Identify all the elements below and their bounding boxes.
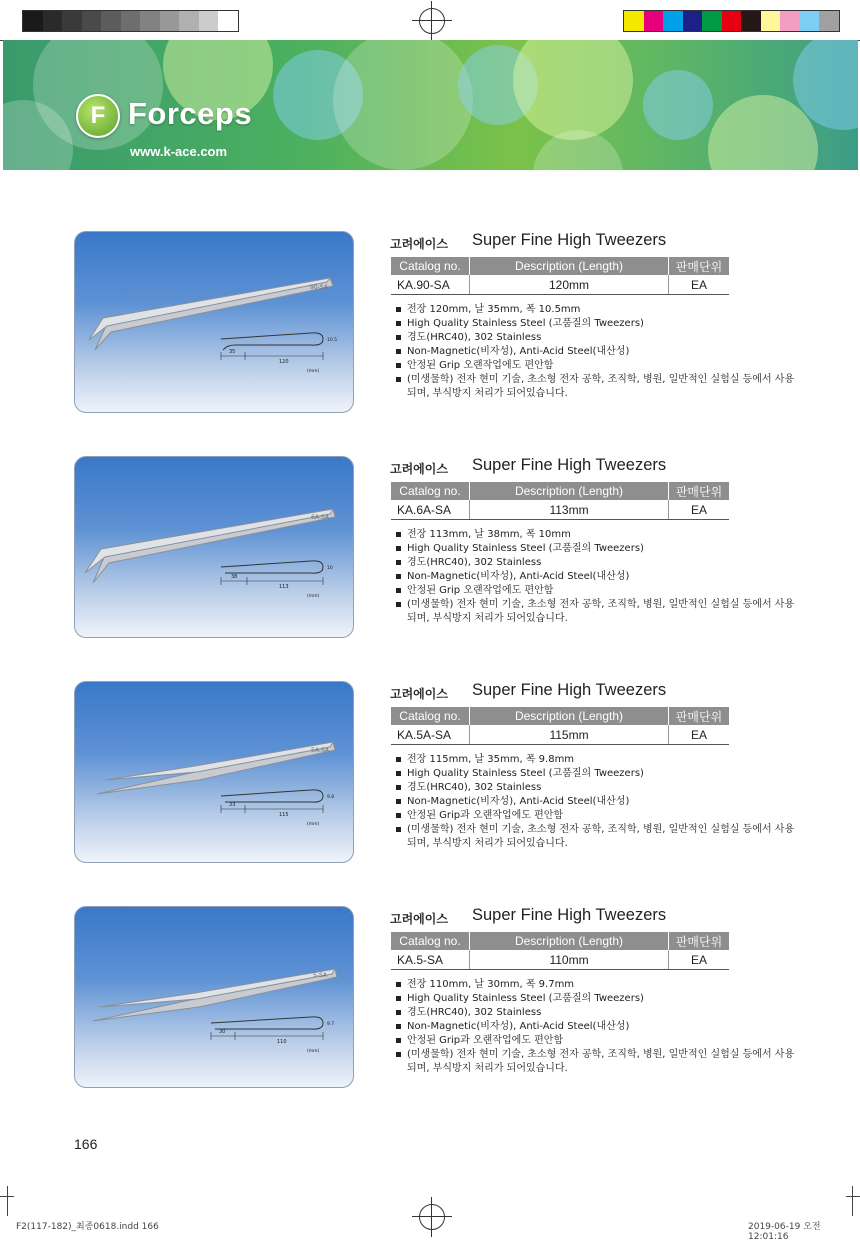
diagram-unit: (mm)	[307, 594, 320, 599]
header-catalog: Catalog no.	[391, 707, 470, 725]
feature-item: (미생물학) 전자 현미 기술, 초소형 전자 공학, 조직학, 병원, 일반적인 실험실 등에서 사용되며, 부식방지 처리가 되어있습니다.	[395, 598, 795, 626]
feature-item: 경도(HRC40), 302 Stainless	[395, 331, 795, 345]
tweezers-illustration	[75, 682, 353, 862]
feature-item: 전장 120mm, 날 35mm, 폭 10.5mm	[395, 303, 795, 317]
feature-item: 안정된 Grip과 오랜작업에도 편안함	[395, 809, 795, 823]
colorbar-swatch	[702, 11, 722, 31]
colorbar-swatch	[800, 11, 820, 31]
colorbar-swatch	[819, 11, 839, 31]
diagram-total-length: 115	[279, 812, 289, 818]
grayscale-swatch	[23, 11, 43, 31]
diagram-unit: (mm)	[307, 1049, 320, 1054]
diagram-unit: (mm)	[307, 822, 320, 827]
unit-value: EA	[669, 275, 730, 295]
product-block	[0, 681, 860, 866]
product-title: Super Fine High Tweezers	[472, 456, 667, 474]
brand-name: 고려에이스	[390, 912, 448, 926]
feature-item: Non-Magnetic(비자성), Anti-Acid Steel(내산성)	[395, 1020, 795, 1034]
engraving: 5-SA	[313, 972, 328, 979]
grayscale-swatch	[121, 11, 141, 31]
feature-item: 안정된 Grip 오랜작업에도 편안함	[395, 359, 795, 373]
feature-item: High Quality Stainless Steel (고품질의 Tweezers)	[395, 317, 795, 331]
feature-item: Non-Magnetic(비자성), Anti-Acid Steel(내산성)	[395, 570, 795, 584]
feature-item: 경도(HRC40), 302 Stainless	[395, 781, 795, 795]
header-description: Description (Length)	[470, 257, 669, 275]
grayscale-swatch	[179, 11, 199, 31]
grayscale-swatch	[62, 11, 82, 31]
header-description: Description (Length)	[470, 707, 669, 725]
product-photo	[74, 231, 354, 413]
page-number: 166	[74, 1136, 98, 1152]
catalog-number: KA.5A-SA	[391, 725, 470, 745]
product-block	[0, 456, 860, 641]
feature-list	[395, 528, 795, 626]
brand-name: 고려에이스	[390, 462, 448, 476]
grayscale-swatch	[160, 11, 180, 31]
product-title: Super Fine High Tweezers	[472, 681, 667, 699]
feature-item: 전장 115mm, 날 35mm, 폭 9.8mm	[395, 753, 795, 767]
brand-name: 고려에이스	[390, 687, 448, 701]
brand-name: 고려에이스	[390, 237, 448, 251]
colorbar-swatch	[722, 11, 742, 31]
feature-item: (미생물학) 전자 현미 기술, 초소형 전자 공학, 조직학, 병원, 일반적인 실험실 등에서 사용되며, 부식방지 처리가 되어있습니다.	[395, 373, 795, 401]
section-letter-badge: F	[76, 94, 120, 138]
unit-value: EA	[669, 500, 730, 520]
feature-item: Non-Magnetic(비자성), Anti-Acid Steel(내산성)	[395, 345, 795, 359]
diagram-tip-length: 30	[219, 1029, 226, 1035]
tweezers-illustration	[75, 907, 353, 1087]
product-photo	[74, 456, 354, 638]
header-unit: 판매단위	[669, 257, 730, 275]
registration-mark-top	[419, 8, 445, 34]
catalog-number: KA.6A-SA	[391, 500, 470, 520]
header-catalog: Catalog no.	[391, 257, 470, 275]
diagram-tip-length: 35	[229, 349, 236, 355]
feature-item: 안정된 Grip과 오랜작업에도 편안함	[395, 1034, 795, 1048]
feature-item: High Quality Stainless Steel (고품질의 Tweezers)	[395, 992, 795, 1006]
colorbar-swatch	[624, 11, 644, 31]
engraving: 5A-SA	[311, 747, 329, 754]
unit-value: EA	[669, 950, 730, 970]
catalog-number: KA.90-SA	[391, 275, 470, 295]
diagram-total-length: 110	[277, 1039, 287, 1045]
product-block	[0, 231, 860, 416]
diagram-total-length: 120	[279, 359, 289, 365]
tweezers-illustration	[75, 232, 353, 412]
feature-list	[395, 753, 795, 851]
grayscale-swatch	[101, 11, 121, 31]
length-value: 120mm	[470, 275, 669, 295]
length-value: 110mm	[470, 950, 669, 970]
diagram-tip-length: 38	[231, 574, 238, 580]
color-calibration-bar	[623, 10, 840, 32]
grayscale-swatch	[43, 11, 63, 31]
engraving: 6A-SA	[311, 514, 329, 521]
spec-table	[391, 707, 729, 745]
header-description: Description (Length)	[470, 932, 669, 950]
engraving: 90-SA	[310, 284, 328, 291]
footer-timestamp: 2019-06-19 오전 12:01:16	[748, 1222, 821, 1242]
feature-item: 전장 110mm, 날 30mm, 폭 9.7mm	[395, 978, 795, 992]
diagram-width: 9.7	[327, 1022, 335, 1027]
catalog-number: KA.5-SA	[391, 950, 470, 970]
diagram-unit: (mm)	[307, 369, 320, 374]
product-title: Super Fine High Tweezers	[472, 906, 667, 924]
colorbar-swatch	[741, 11, 761, 31]
diagram-width: 10	[327, 566, 333, 571]
product-title: Super Fine High Tweezers	[472, 231, 667, 249]
diagram-width: 10.5	[327, 338, 338, 343]
colorbar-swatch	[683, 11, 703, 31]
grayscale-swatch	[82, 11, 102, 31]
feature-item: (미생물학) 전자 현미 기술, 초소형 전자 공학, 조직학, 병원, 일반적인 실험실 등에서 사용되며, 부식방지 처리가 되어있습니다.	[395, 1048, 795, 1076]
header-unit: 판매단위	[669, 932, 730, 950]
length-value: 115mm	[470, 725, 669, 745]
grayscale-calibration-bar	[22, 10, 239, 32]
header-description: Description (Length)	[470, 482, 669, 500]
spec-table	[391, 482, 729, 520]
grayscale-swatch	[199, 11, 219, 31]
grayscale-swatch	[140, 11, 160, 31]
feature-item: High Quality Stainless Steel (고품질의 Tweezers)	[395, 767, 795, 781]
footer-filename: F2(117-182)_최종0618.indd 166	[16, 1222, 159, 1232]
colorbar-swatch	[761, 11, 781, 31]
header-catalog: Catalog no.	[391, 932, 470, 950]
feature-list	[395, 978, 795, 1076]
colorbar-swatch	[780, 11, 800, 31]
grayscale-swatch	[218, 11, 238, 31]
colorbar-swatch	[663, 11, 683, 31]
website-url: www.k-ace.com	[130, 144, 228, 159]
crop-mark	[846, 1196, 860, 1197]
diagram-total-length: 113	[279, 584, 289, 590]
product-photo	[74, 906, 354, 1088]
feature-item: 경도(HRC40), 302 Stainless	[395, 556, 795, 570]
spec-table	[391, 932, 729, 970]
feature-item: Non-Magnetic(비자성), Anti-Acid Steel(내산성)	[395, 795, 795, 809]
tweezers-illustration	[75, 457, 353, 637]
header-unit: 판매단위	[669, 482, 730, 500]
crop-mark	[852, 1186, 853, 1216]
header-catalog: Catalog no.	[391, 482, 470, 500]
length-value: 113mm	[470, 500, 669, 520]
feature-item: 안정된 Grip 오랜작업에도 편안함	[395, 584, 795, 598]
feature-item: 경도(HRC40), 302 Stainless	[395, 1006, 795, 1020]
diagram-tip-length: 33	[229, 802, 236, 808]
feature-item: High Quality Stainless Steel (고품질의 Tweezers)	[395, 542, 795, 556]
registration-mark-bottom	[419, 1204, 445, 1230]
feature-item: (미생물학) 전자 현미 기술, 초소형 전자 공학, 조직학, 병원, 일반적인 실험실 등에서 사용되며, 부식방지 처리가 되어있습니다.	[395, 823, 795, 851]
section-title: Forceps	[128, 96, 253, 131]
feature-item: 전장 113mm, 날 38mm, 폭 10mm	[395, 528, 795, 542]
spec-table	[391, 257, 729, 295]
product-photo	[74, 681, 354, 863]
colorbar-swatch	[644, 11, 664, 31]
diagram-width: 9.8	[327, 795, 335, 800]
unit-value: EA	[669, 725, 730, 745]
header-unit: 판매단위	[669, 707, 730, 725]
product-block	[0, 906, 860, 1091]
crop-mark	[7, 1186, 8, 1216]
feature-list	[395, 303, 795, 401]
